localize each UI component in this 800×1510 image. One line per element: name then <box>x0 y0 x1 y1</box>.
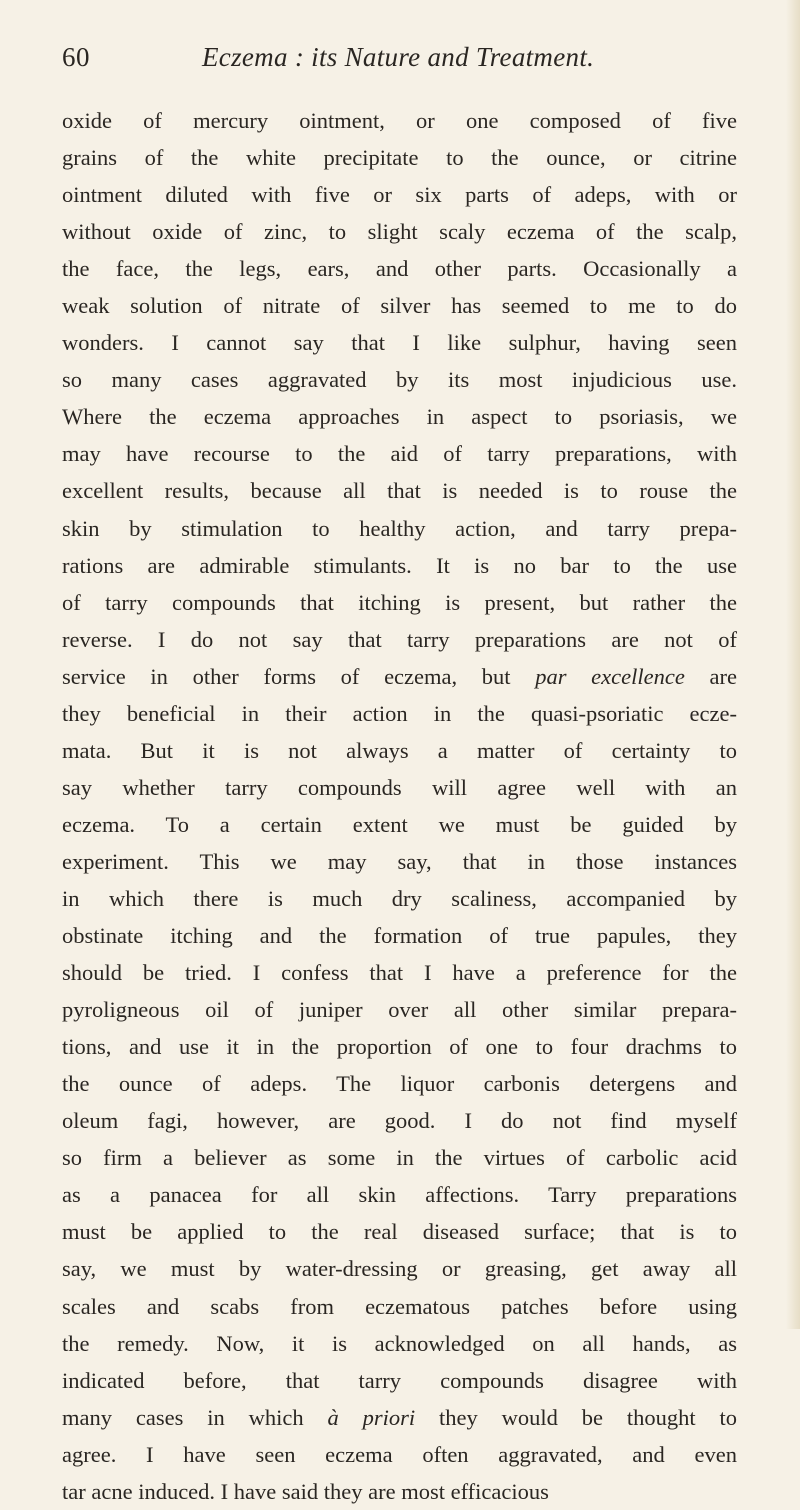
text-line <box>62 1065 737 1102</box>
text-line <box>62 880 737 917</box>
text-line <box>62 324 737 361</box>
running-title: Eczema : its Nature and Treatment. <box>202 42 595 72</box>
text-run: they would be thought to <box>415 1404 738 1430</box>
text-line <box>62 361 737 398</box>
text-run: scales and scabs from eczematous patches before using <box>62 1293 737 1319</box>
text-line <box>62 1213 737 1250</box>
text-run: say, we must by water-dressing or greasing, get away all <box>62 1256 737 1282</box>
text-line <box>62 1288 737 1325</box>
italic-phrase: par excellence <box>535 663 685 689</box>
text-line <box>62 769 737 806</box>
text-run: the face, the legs, ears, and other parts. Occasionally a <box>62 256 737 282</box>
text-line <box>62 584 737 621</box>
text-run: the ounce of adeps. The liquor carbonis detergens and <box>62 1071 737 1097</box>
text-run: the remedy. Now, it is acknowledged on all hands, as <box>62 1330 737 1356</box>
text-run: oleum fagi, however, are good. I do not find myself <box>62 1108 737 1134</box>
text-line <box>62 547 737 584</box>
text-run: in which there is much dry scaliness, accompanied by <box>62 885 737 911</box>
text-run: excellent results, because all that is needed is to rouse the <box>62 478 737 504</box>
text-line <box>62 213 737 250</box>
text-run: may have recourse to the aid of tarry preparations, with <box>62 441 737 467</box>
text-line <box>62 806 737 843</box>
text-line <box>62 510 737 547</box>
text-run: so firm a believer as some in the virtues of carbolic acid <box>62 1145 737 1171</box>
page-number: 60 <box>62 42 90 72</box>
text-run: oxide of mercury ointment, or one composed of five <box>62 108 737 133</box>
text-run: must be applied to the real diseased surface; that is to <box>62 1219 737 1245</box>
text-run: grains of the white precipitate to the ounce, or citrine <box>62 145 737 171</box>
text-run: many cases in which <box>62 1404 328 1430</box>
text-line <box>62 1473 737 1510</box>
text-line <box>62 176 737 213</box>
text-run: should be tried. I confess that I have a preference for the <box>62 960 737 986</box>
text-line <box>62 954 737 991</box>
text-run: tar acne induced. I have said they are most efficacious <box>62 1478 549 1504</box>
text-run: say whether tarry compounds will agree well with an <box>62 774 737 800</box>
text-run: obstinate itching and the formation of true papules, they <box>62 923 737 949</box>
text-line <box>62 398 737 435</box>
text-line <box>62 1028 737 1065</box>
text-line <box>62 1436 737 1473</box>
text-line <box>62 139 737 176</box>
text-line <box>62 658 737 695</box>
text-line <box>62 1399 737 1436</box>
text-run: they beneficial in their action in the quasi-psoriatic ecze- <box>62 700 737 726</box>
text-run: indicated before, that tarry compounds disagree with <box>62 1367 737 1393</box>
text-line <box>62 1176 737 1213</box>
running-header <box>62 34 784 84</box>
text-line <box>62 102 737 139</box>
text-run: reverse. I do not say that tarry preparations are not of <box>62 626 737 652</box>
text-line <box>62 1362 737 1399</box>
text-run: agree. I have seen eczema often aggravated, and even <box>62 1441 737 1467</box>
text-run: wonders. I cannot say that I like sulphur, having seen <box>62 330 737 356</box>
text-run: of tarry compounds that itching is present, but rather the <box>62 589 737 615</box>
text-line <box>62 1325 737 1362</box>
text-run: tions, and use it in the proportion of one to four drachms to <box>62 1034 737 1060</box>
text-line <box>62 472 737 509</box>
text-line <box>62 1139 737 1176</box>
text-run: eczema. To a certain extent we must be guided by <box>62 811 737 837</box>
italic-phrase: à priori <box>327 1404 416 1430</box>
text-line <box>62 917 737 954</box>
text-line <box>62 991 737 1028</box>
book-page <box>62 34 784 1510</box>
text-line <box>62 1250 737 1287</box>
text-run: mata. But it is not always a matter of certainty to <box>62 737 737 763</box>
text-line <box>62 250 737 287</box>
text-line <box>62 1102 737 1139</box>
text-run: weak solution of nitrate of silver has seemed to me to do <box>62 293 737 319</box>
text-line <box>62 621 737 658</box>
text-run: service in other forms of eczema, but <box>62 663 536 689</box>
text-run: ointment diluted with five or six parts of adeps, with or <box>62 182 737 208</box>
text-run: without oxide of zinc, to slight scaly eczema of the scalp, <box>62 219 737 245</box>
text-run: rations are admirable stimulants. It is no bar to the use <box>62 552 737 578</box>
text-run: skin by stimulation to healthy action, and tarry prepa- <box>62 515 737 541</box>
page-edge-shadow <box>786 0 800 1329</box>
text-line <box>62 435 737 472</box>
text-run: pyroligneous oil of juniper over all other similar prepara- <box>62 997 737 1023</box>
text-line <box>62 287 737 324</box>
text-line <box>62 732 737 769</box>
text-run: so many cases aggravated by its most injudicious use. <box>62 367 737 393</box>
text-run: Where the eczema approaches in aspect to psoriasis, we <box>62 404 737 430</box>
text-run: as a panacea for all skin affections. Tarry preparations <box>62 1182 737 1208</box>
text-run: are <box>684 663 737 689</box>
text-run: experiment. This we may say, that in those instances <box>62 848 737 874</box>
text-line <box>62 695 737 732</box>
text-line <box>62 843 737 880</box>
body-text <box>62 102 784 1510</box>
